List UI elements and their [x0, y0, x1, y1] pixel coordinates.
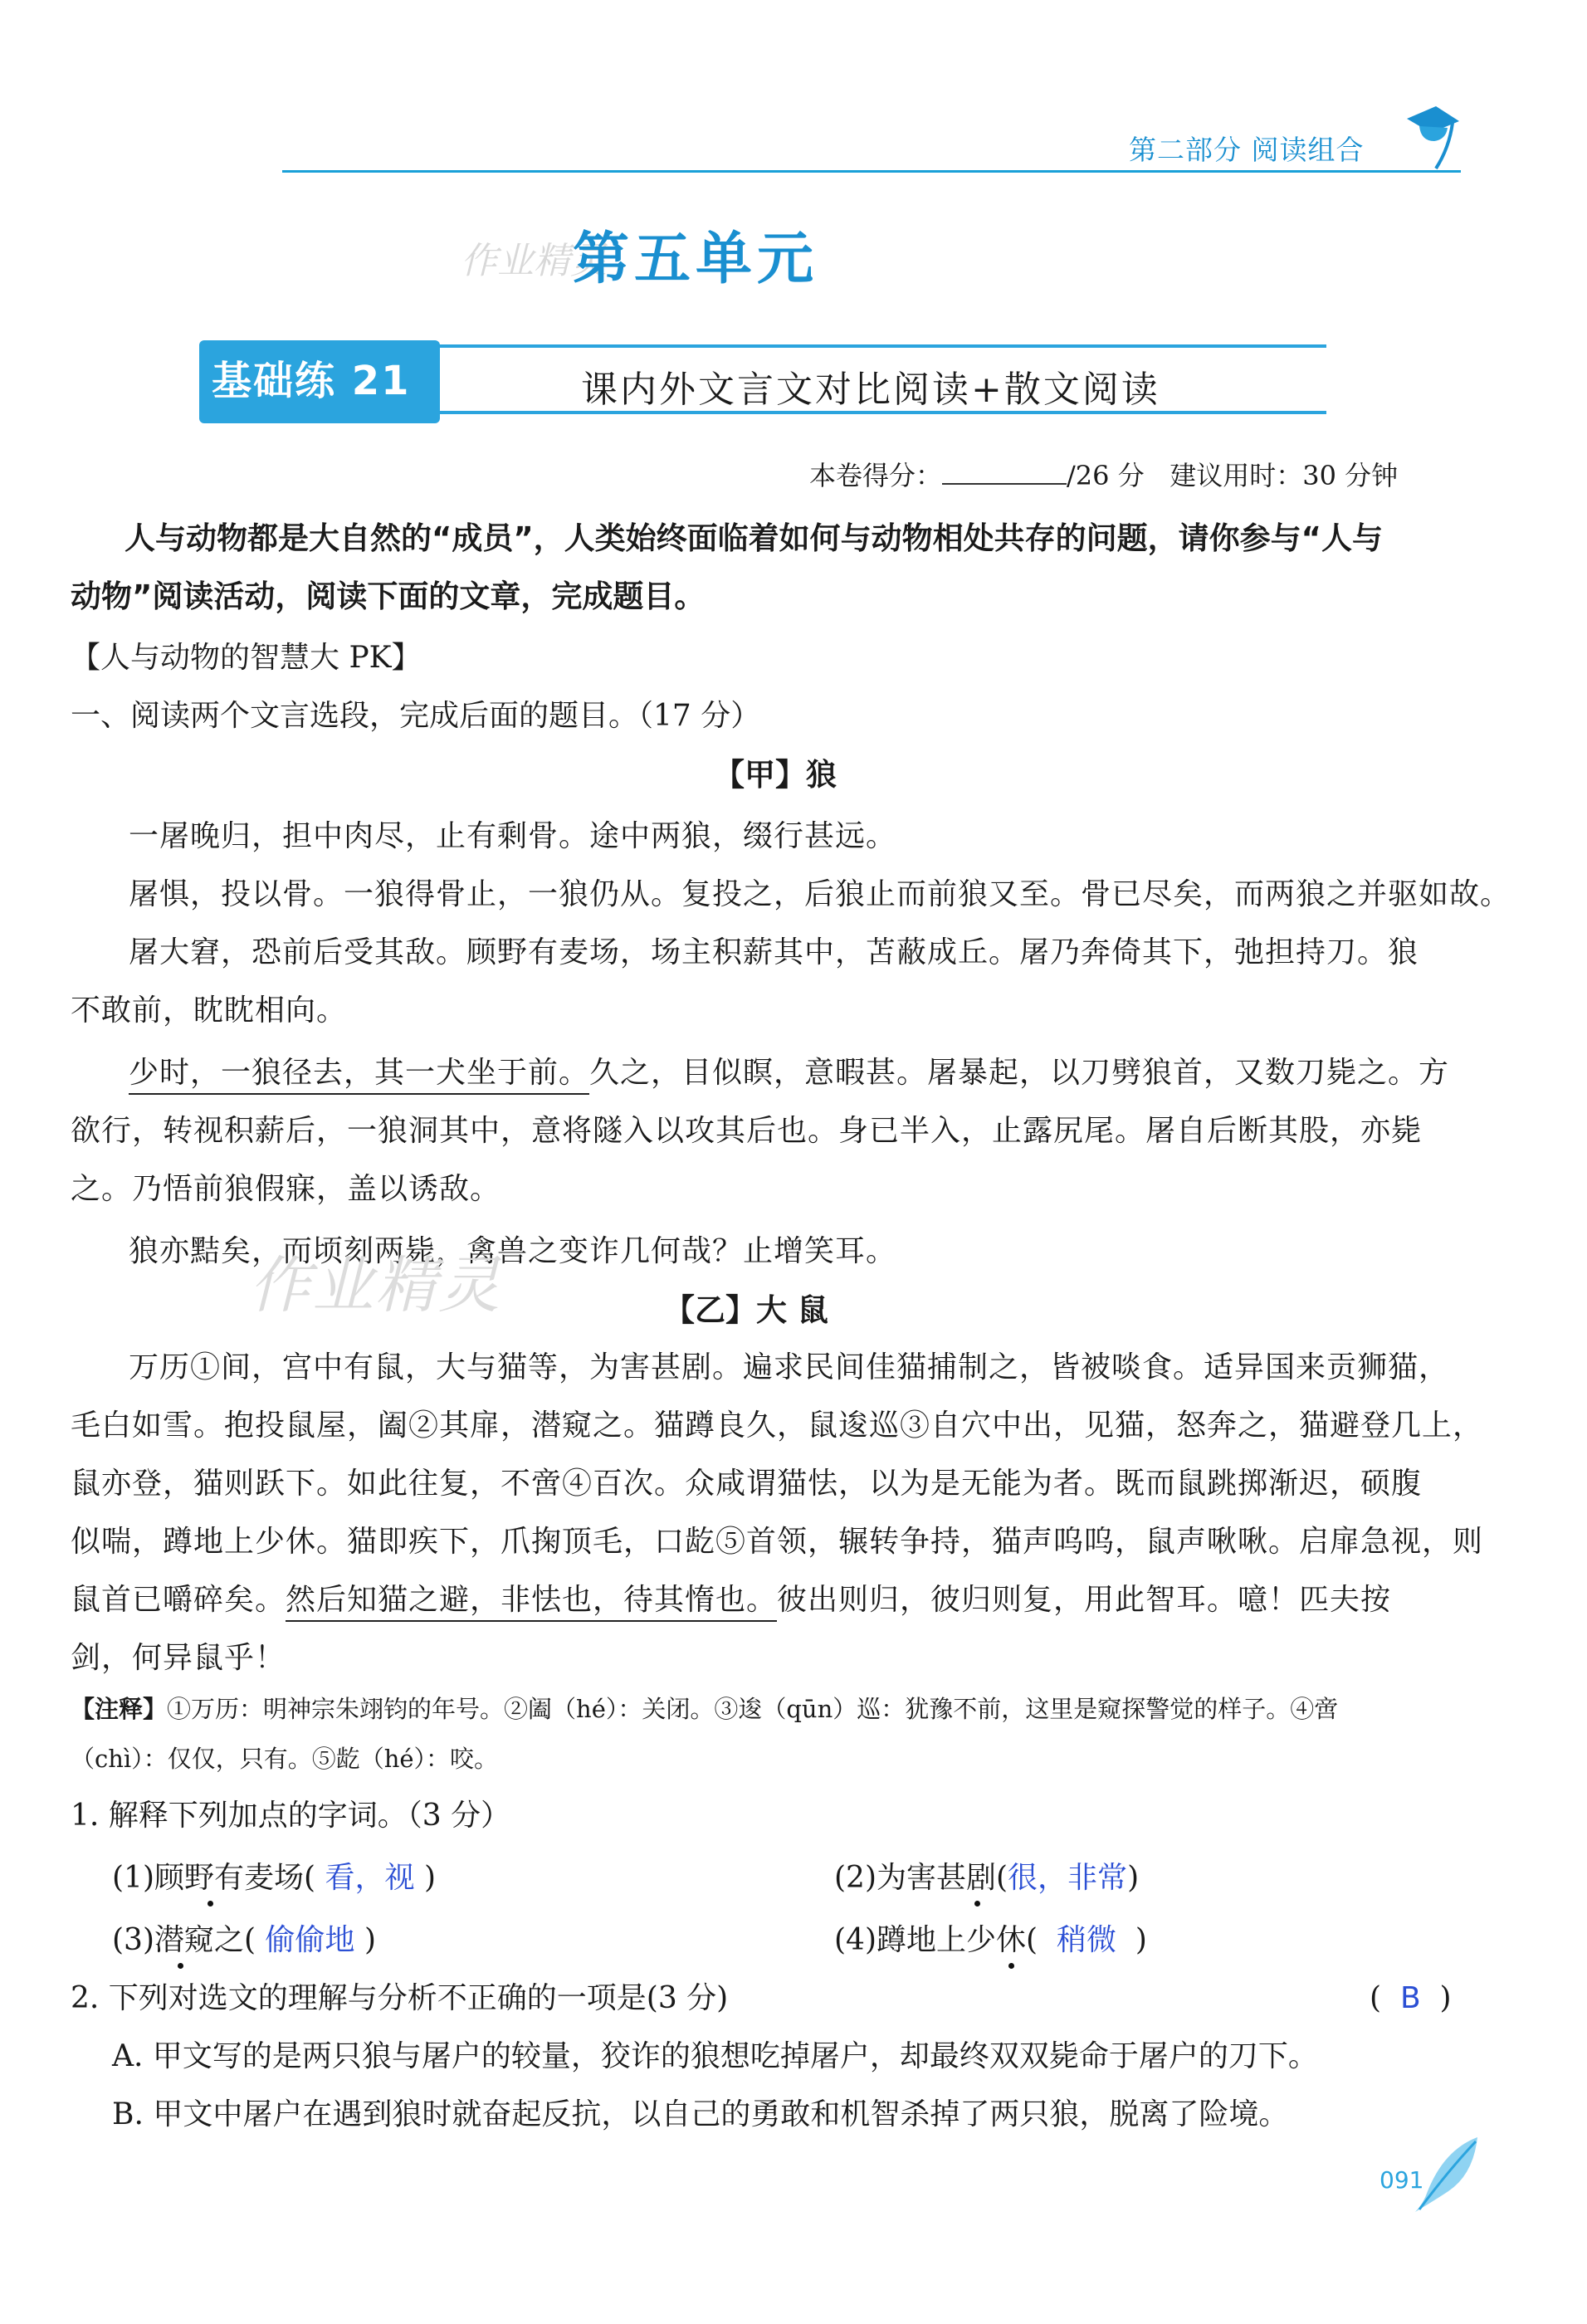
feather-icon	[1411, 2133, 1486, 2216]
q1-item-2: (2)为害甚剧(很，非常)	[834, 1861, 1140, 1895]
passage-a-line: 一屠晚归，担中肉尽，止有剩骨。途中两狼，缀行甚远。	[129, 819, 897, 853]
passage-a-line: 不敢前，眈眈相向。	[71, 994, 348, 1028]
passage-b-line-rest: 彼出则归，彼归则复，用此智耳。噫！匹夫按	[777, 1583, 1392, 1617]
passage-b-title: 【乙】大 鼠	[664, 1292, 828, 1328]
header-rule	[282, 170, 1461, 173]
notes-line-1: 【注释】①万历：明神宗朱翊钧的年号。②阖（hé）：关闭。③逡（qūn）巡：犹豫不前，这里是窥探警觉的样子。④啻	[71, 1695, 1339, 1723]
q1-item-4: (4)蹲地上少休( 稍微 )	[834, 1923, 1147, 1957]
section-1-heading: 一、阅读两个文言选段，完成后面的题目。（17 分）	[71, 699, 761, 733]
passage-a-line: 屠大窘，恐前后受其敌。顾野有麦场，场主积薪其中，苫蔽成丘。屠乃奔倚其下，弛担持刀。狼	[129, 935, 1419, 969]
q1-answer-2: 很，非常	[1008, 1861, 1128, 1895]
question-1-stem: 1. 解释下列加点的字词。（3 分）	[71, 1799, 511, 1833]
passage-b-line-start: 鼠首已嚼碎矣。	[71, 1583, 286, 1617]
intro-line-1: 人与动物都是大自然的“成员”，人类始终面临着如何与动物相处共存的问题，请你参与“人与	[125, 520, 1383, 556]
graduation-cap-icon	[1403, 98, 1461, 173]
passage-a-line: 欲行，转视积薪后，一狼洞其中，意将隧入以攻其后也。身已半入，止露尻尾。屠自后断其股，亦毙	[71, 1114, 1423, 1148]
page-number: 091	[1379, 2166, 1424, 2194]
score-total: /26 分	[1067, 460, 1145, 491]
passage-a-line: 屠惧，投以骨。一狼得骨止，一狼仍从。复投之，后狼止而前狼又至。骨已尽矣，而两狼之并驱如故。	[129, 877, 1511, 911]
q2-answer: B	[1399, 1981, 1421, 2015]
q1-item-1: (1)顾野有麦场( 看，视 )	[112, 1861, 437, 1895]
passage-a-line: 之。乃悟前狼假寐，盖以诱敌。	[71, 1172, 501, 1206]
section-label: 第二部分 阅读组合	[1129, 134, 1365, 166]
score-line	[809, 455, 1398, 493]
passage-b-line: 鼠亦登，猫则跃下。如此往复，不啻④百次。众咸谓猫怯，以为是无能为者。既而鼠跳掷渐迟，硕腹	[71, 1467, 1423, 1501]
passage-b-line	[71, 1585, 1391, 1615]
underlined-sentence-a: 少时，一狼径去，其一犬坐于前。	[129, 1056, 589, 1095]
emphasis-dot	[178, 1963, 183, 1969]
passage-a-line-rest: 久之，目似瞑，意暇甚。屠暴起，以刀劈狼首，又数刀毙之。方	[589, 1056, 1450, 1090]
emphasis-dot	[974, 1901, 980, 1907]
q2-option-a: A. 甲文写的是两只狼与屠户的较量，狡诈的狼想吃掉屠户，却最终双双毙命于屠户的刀下。	[112, 2039, 1318, 2073]
question-2-stem: 2. 下列对选文的理解与分析不正确的一项是(3 分)	[71, 1981, 729, 2015]
unit-title: 第五单元	[573, 226, 819, 292]
activity-title: 【人与动物的智慧大 PK】	[71, 641, 422, 675]
exercise-badge-label: 基础练 21	[212, 358, 411, 404]
passage-a-line	[129, 1058, 1449, 1088]
intro-line-2: 动物”阅读活动，阅读下面的文章，完成题目。	[71, 579, 706, 614]
q1-item-3: (3)潜窥之( 偷偷地 )	[112, 1923, 377, 1957]
underlined-sentence-b: 然后知猫之避，非怯也，待其惰也。	[286, 1583, 777, 1622]
unit-watermark: 作业精灵	[461, 240, 607, 282]
passage-b-line: 剑，何异鼠乎！	[71, 1641, 286, 1675]
passage-b-line: 毛白如雪。抱投鼠屋，阖②其扉，潜窥之。猫蹲良久，鼠逡巡③自穴中出，见猫，怒奔之，猫避登几上，	[71, 1409, 1484, 1443]
score-label: 本卷得分：	[809, 460, 943, 491]
emphasis-dot	[208, 1901, 213, 1907]
emphasis-dot	[1008, 1963, 1014, 1969]
watermark: 作业精灵	[249, 1250, 501, 1321]
passage-a-line: 狼亦黠矣，而顷刻两毙，禽兽之变诈几何哉？止增笑耳。	[129, 1234, 897, 1268]
exercise-title: 课内外文言文对比阅读+散文阅读	[581, 369, 1160, 411]
score-blank[interactable]	[942, 460, 1067, 485]
q1-answer-3: 偷偷地	[265, 1923, 355, 1957]
passage-a-title: 【甲】狼	[714, 757, 837, 793]
passage-b-line: 万历①间，宫中有鼠，大与猫等，为害甚剧。遍求民间佳猫捕制之，皆被啖食。适异国来贡狮猫，	[129, 1350, 1450, 1384]
q1-answer-4: 稍微	[1056, 1923, 1116, 1957]
q2-option-b: B. 甲文中屠户在遇到狼时就奋起反抗，以自己的勇敢和机智杀掉了两只狼，脱离了险境。	[112, 2097, 1289, 2131]
passage-b-line: 似喘，蹲地上少休。猫即疾下，爪掬顶毛，口龁⑤首领，辗转争持，猫声呜呜，鼠声啾啾。启扉急视，则	[71, 1525, 1484, 1559]
title-band-top	[438, 344, 1326, 348]
q2-answer-box: ( B )	[1370, 1981, 1452, 2015]
notes-line-2: （chì）：仅仅，只有。⑤龁（hé）：咬。	[71, 1745, 499, 1773]
suggested-time: 建议用时：30 分钟	[1169, 460, 1399, 491]
notes-label: 【注释】	[71, 1695, 168, 1723]
q1-answer-1: 看，视	[325, 1861, 415, 1895]
